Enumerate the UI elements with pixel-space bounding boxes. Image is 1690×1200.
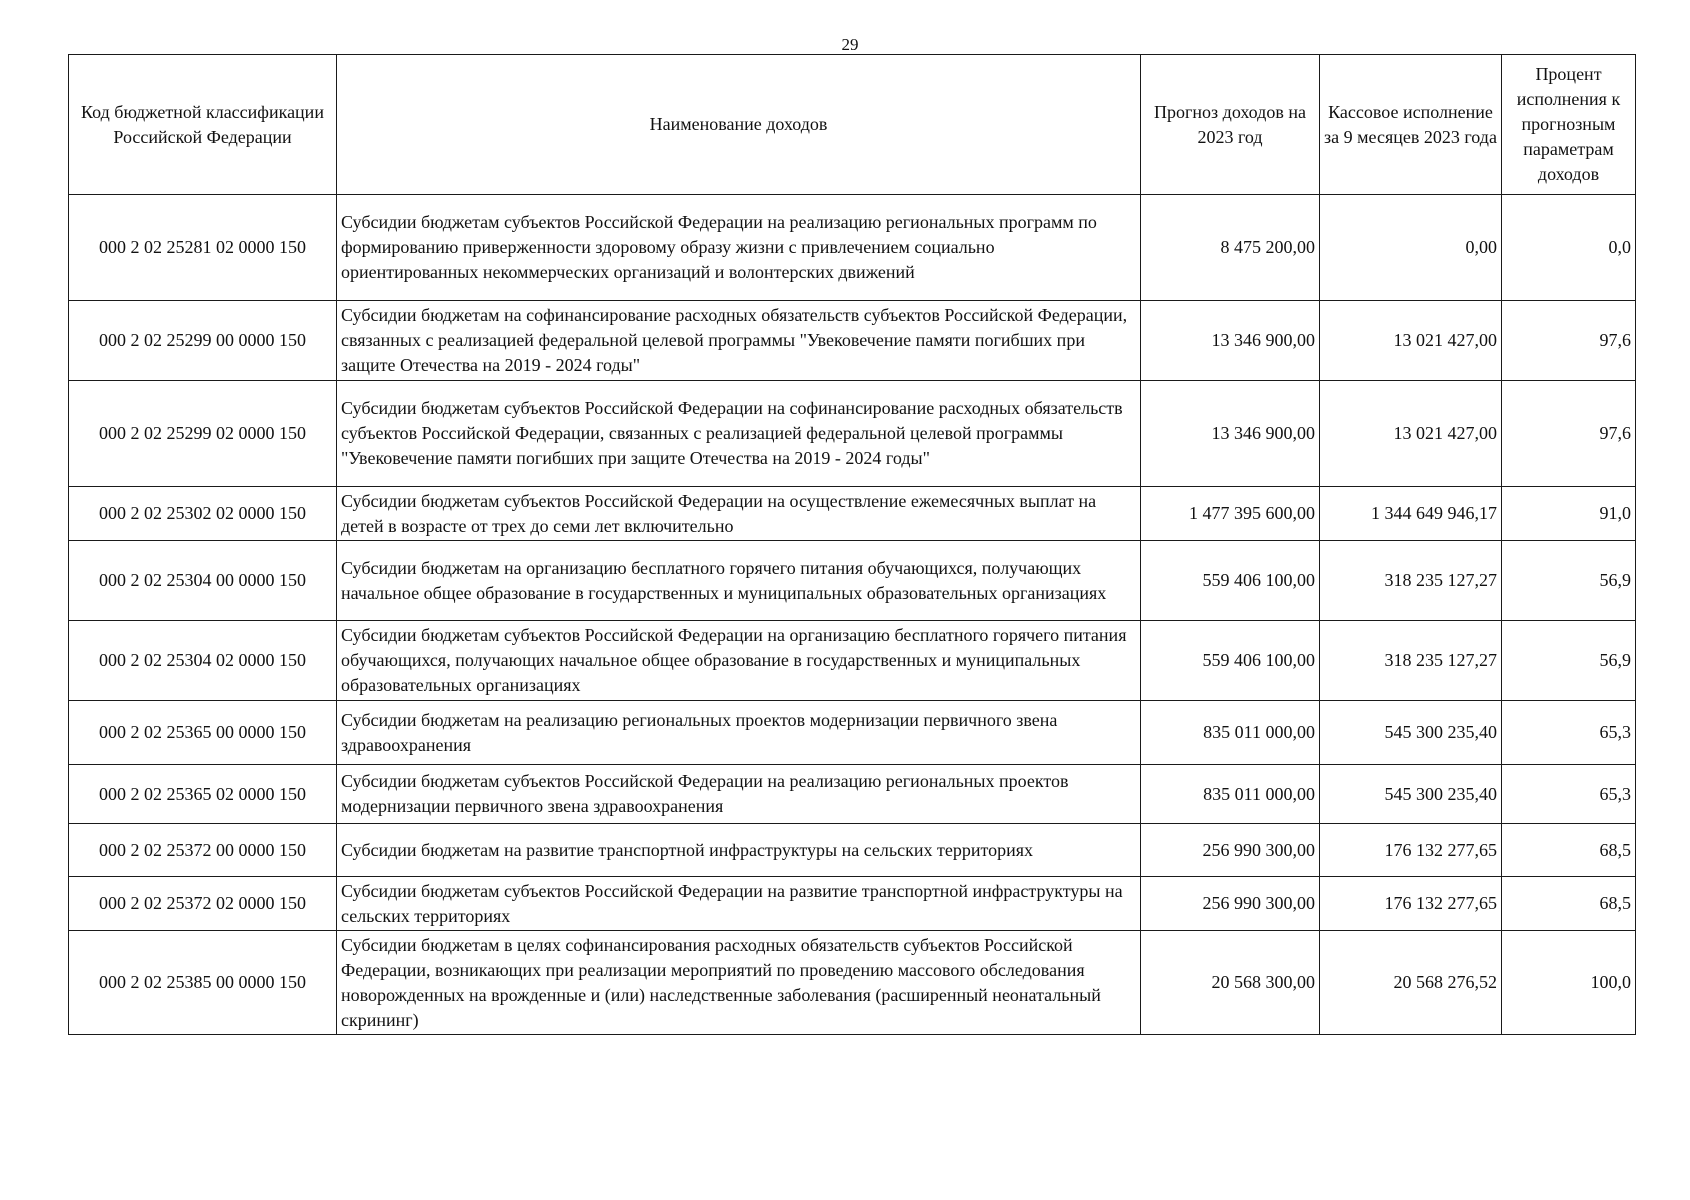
row-percent: 56,9 bbox=[1502, 621, 1636, 701]
row-name: Субсидии бюджетам субъектов Российской Федерации на реализацию региональных программ по формированию приверженности здоровому образу жизни с привлечением социально ориентированных некоммерческих организаций и волонтерских движений bbox=[337, 195, 1141, 301]
row-code: 000 2 02 25304 00 0000 150 bbox=[69, 541, 337, 621]
row-name: Субсидии бюджетам субъектов Российской Федерации на реализацию региональных проектов модернизации первичного звена здравоохранения bbox=[337, 765, 1141, 824]
header-name: Наименование доходов bbox=[337, 55, 1141, 195]
table-row bbox=[69, 195, 1636, 301]
header-code: Код бюджетной классификации Российской Федерации bbox=[69, 55, 337, 195]
row-name: Субсидии бюджетам субъектов Российской Федерации на софинансирование расходных обязательств субъектов Российской Федерации, связанных с реализацией федеральной целевой программы "Увековечение памяти погибших при защите Отечества на 2019 - 2024 годы" bbox=[337, 381, 1141, 487]
row-percent: 91,0 bbox=[1502, 487, 1636, 541]
row-forecast: 8 475 200,00 bbox=[1141, 195, 1320, 301]
table-row bbox=[69, 824, 1636, 877]
row-percent: 68,5 bbox=[1502, 877, 1636, 931]
row-forecast: 256 990 300,00 bbox=[1141, 877, 1320, 931]
row-code: 000 2 02 25299 02 0000 150 bbox=[69, 381, 337, 487]
table-row bbox=[69, 931, 1636, 1035]
row-forecast: 835 011 000,00 bbox=[1141, 701, 1320, 765]
row-code: 000 2 02 25281 02 0000 150 bbox=[69, 195, 337, 301]
row-code: 000 2 02 25365 00 0000 150 bbox=[69, 701, 337, 765]
row-code: 000 2 02 25372 00 0000 150 bbox=[69, 824, 337, 877]
row-execution: 0,00 bbox=[1320, 195, 1502, 301]
header-row bbox=[69, 55, 1636, 195]
row-percent: 68,5 bbox=[1502, 824, 1636, 877]
row-name: Субсидии бюджетам на софинансирование расходных обязательств субъектов Российской Федерации, связанных с реализацией федеральной целевой программы "Увековечение памяти погибших при защите Отечества на 2019 - 2024 годы" bbox=[337, 301, 1141, 381]
row-execution: 545 300 235,40 bbox=[1320, 765, 1502, 824]
row-execution: 13 021 427,00 bbox=[1320, 301, 1502, 381]
row-forecast: 13 346 900,00 bbox=[1141, 301, 1320, 381]
row-forecast: 835 011 000,00 bbox=[1141, 765, 1320, 824]
row-name: Субсидии бюджетам на реализацию региональных проектов модернизации первичного звена здравоохранения bbox=[337, 701, 1141, 765]
row-execution: 318 235 127,27 bbox=[1320, 621, 1502, 701]
row-code: 000 2 02 25372 02 0000 150 bbox=[69, 877, 337, 931]
table-row bbox=[69, 301, 1636, 381]
row-percent: 100,0 bbox=[1502, 931, 1636, 1035]
header-execution: Кассовое исполнение за 9 месяцев 2023 года bbox=[1320, 55, 1502, 195]
row-code: 000 2 02 25365 02 0000 150 bbox=[69, 765, 337, 824]
row-code: 000 2 02 25302 02 0000 150 bbox=[69, 487, 337, 541]
row-name: Субсидии бюджетам на развитие транспортной инфраструктуры на сельских территориях bbox=[337, 824, 1141, 877]
row-percent: 0,0 bbox=[1502, 195, 1636, 301]
row-name: Субсидии бюджетам субъектов Российской Федерации на осуществление ежемесячных выплат на детей в возрасте от трех до семи лет включительно bbox=[337, 487, 1141, 541]
row-forecast: 20 568 300,00 bbox=[1141, 931, 1320, 1035]
row-name: Субсидии бюджетам субъектов Российской Федерации на организацию бесплатного горячего питания обучающихся, получающих начальное общее образование в государственных и муниципальных образовательных организациях bbox=[337, 621, 1141, 701]
table-row bbox=[69, 541, 1636, 621]
row-forecast: 256 990 300,00 bbox=[1141, 824, 1320, 877]
row-code: 000 2 02 25299 00 0000 150 bbox=[69, 301, 337, 381]
row-execution: 176 132 277,65 bbox=[1320, 877, 1502, 931]
row-execution: 176 132 277,65 bbox=[1320, 824, 1502, 877]
row-percent: 97,6 bbox=[1502, 301, 1636, 381]
table-row bbox=[69, 765, 1636, 824]
table-row bbox=[69, 381, 1636, 487]
revenue-table bbox=[68, 54, 1636, 1035]
row-execution: 318 235 127,27 bbox=[1320, 541, 1502, 621]
row-percent: 56,9 bbox=[1502, 541, 1636, 621]
table-row bbox=[69, 701, 1636, 765]
page-number: 29 bbox=[841, 35, 859, 54]
row-forecast: 1 477 395 600,00 bbox=[1141, 487, 1320, 541]
row-execution: 1 344 649 946,17 bbox=[1320, 487, 1502, 541]
table-row bbox=[69, 621, 1636, 701]
row-code: 000 2 02 25304 02 0000 150 bbox=[69, 621, 337, 701]
row-forecast: 559 406 100,00 bbox=[1141, 621, 1320, 701]
row-code: 000 2 02 25385 00 0000 150 bbox=[69, 931, 337, 1035]
header-percent: Процент исполнения к прогнозным параметрам доходов bbox=[1502, 55, 1636, 195]
row-name: Субсидии бюджетам на организацию бесплатного горячего питания обучающихся, получающих начальное общее образование в государственных и муниципальных образовательных организациях bbox=[337, 541, 1141, 621]
row-percent: 65,3 bbox=[1502, 765, 1636, 824]
row-forecast: 13 346 900,00 bbox=[1141, 381, 1320, 487]
table-row bbox=[69, 487, 1636, 541]
row-forecast: 559 406 100,00 bbox=[1141, 541, 1320, 621]
row-name: Субсидии бюджетам субъектов Российской Федерации на развитие транспортной инфраструктуры на сельских территориях bbox=[337, 877, 1141, 931]
row-percent: 97,6 bbox=[1502, 381, 1636, 487]
row-name: Субсидии бюджетам в целях софинансирования расходных обязательств субъектов Российской Федерации, возникающих при реализации мероприятий по проведению массового обследования новорожденных на врожденные и (или) наследственные заболевания (расширенный неонатальный скрининг) bbox=[337, 931, 1141, 1035]
header-forecast: Прогноз доходов на 2023 год bbox=[1141, 55, 1320, 195]
row-execution: 20 568 276,52 bbox=[1320, 931, 1502, 1035]
row-execution: 545 300 235,40 bbox=[1320, 701, 1502, 765]
row-execution: 13 021 427,00 bbox=[1320, 381, 1502, 487]
row-percent: 65,3 bbox=[1502, 701, 1636, 765]
table-row bbox=[69, 877, 1636, 931]
